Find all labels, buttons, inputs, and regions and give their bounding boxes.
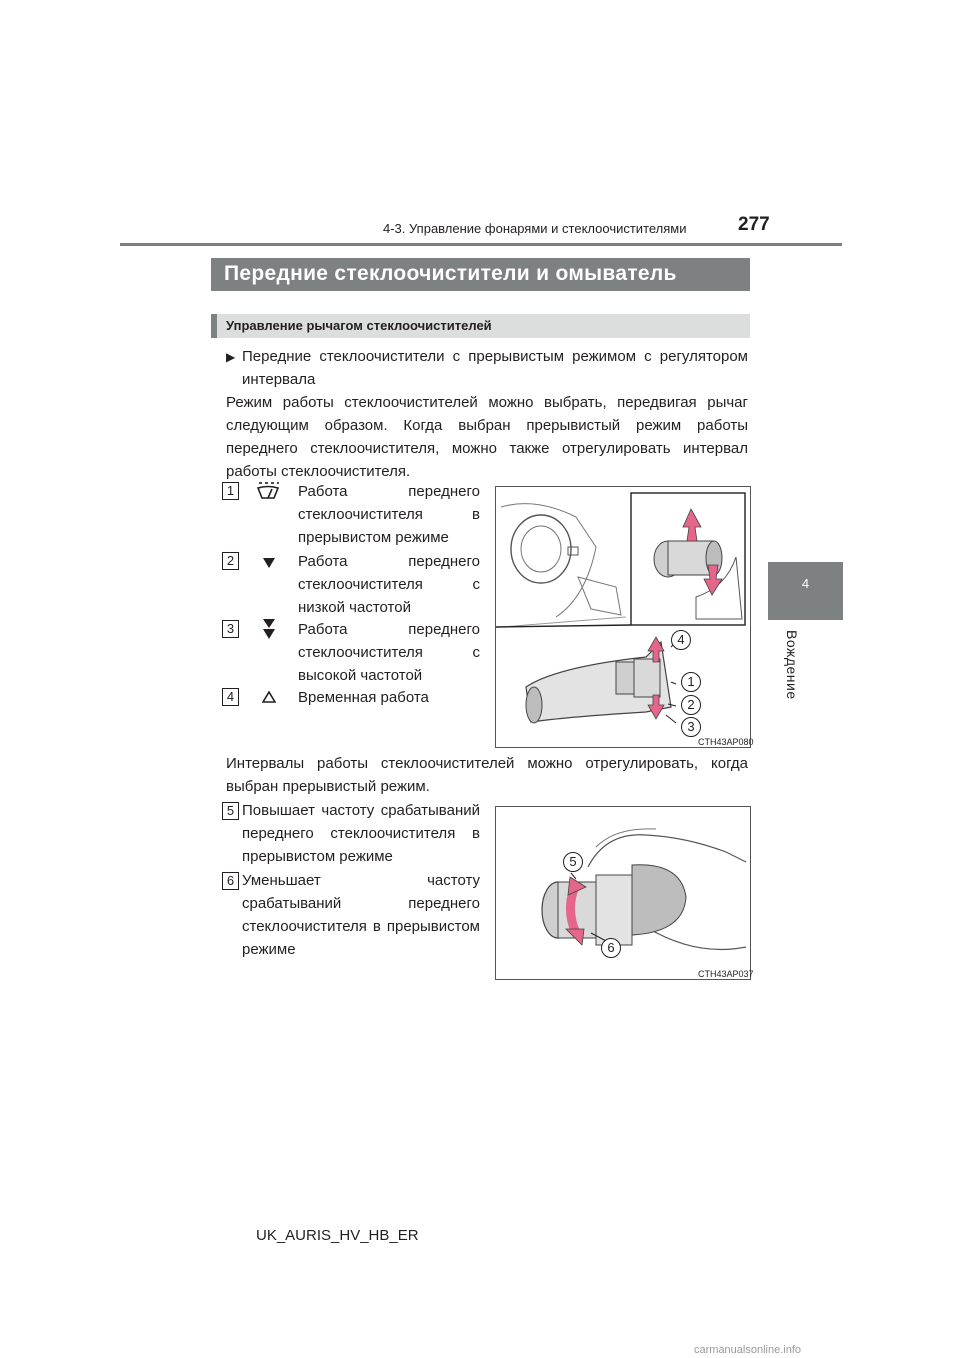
chapter-header: 4-3. Управление фонарями и стеклоочистителями [383,221,687,236]
item-text: Работа переднего стеклоочистителя с высокой частотой [298,621,480,684]
wiper-lever-figure [495,486,754,748]
item-number: 4 [222,688,239,706]
bullet-arrow-icon: ▶ [226,350,236,364]
watermark: carmanualsonline.info [694,1344,802,1356]
figure-callout: 4 [671,630,691,650]
interval-dial-figure [495,806,754,980]
document-code: UK_AURIS_HV_HB_ER [256,1227,419,1244]
item-text: Повышает частоту срабатываний переднего стеклоочистителя в прерывистом режиме [242,802,480,865]
chapter-tab-number: 4 [801,576,810,591]
subsection-accent [211,314,217,338]
figure-callout: 5 [563,852,583,872]
figure-callout: 6 [601,938,621,958]
item-number: 3 [222,620,239,638]
triangle-double-icon [262,618,276,640]
section-title: Передние стеклоочистители и омыватель [224,262,677,285]
item-text: Работа переднего стеклоочистителя в прерывистом режиме [298,483,480,546]
figure-callout: 2 [681,695,701,715]
chapter-tab-label: Вождение [784,630,800,700]
figure-code: CTH43AP037 [698,969,754,979]
triangle-outline-up-icon [262,690,276,702]
wiper-intermittent-icon [256,481,280,501]
figure-callout: 3 [681,717,701,737]
page-number: 277 [738,214,770,235]
figure-code: CTH43AP080 [698,737,754,747]
item-text: Работа переднего стеклоочистителя с низкой частотой [298,553,480,616]
chapter-side-tab [768,562,843,620]
item-text: Временная работа [298,689,429,706]
triangle-single-icon [262,556,276,568]
intro-paragraph: Режим работы стеклоочистителей можно выбрать, передвигая рычаг следующим образом. Когда выбран прерывистый режим работы переднего стеклоочистителя, можно также отрегулировать интервал работы стеклоочистителя. [226,394,748,480]
item-number: 2 [222,552,239,570]
item-number: 1 [222,482,239,500]
interval-paragraph: Интервалы работы стеклоочистителей можно отрегулировать, когда выбран прерывистый режим. [226,755,748,795]
item-number: 6 [222,872,239,890]
figure-callout: 1 [681,672,701,692]
subsection-title: Управление рычагом стеклоочистителей [226,318,492,333]
header-divider [120,243,842,246]
item-number: 5 [222,802,239,820]
bullet-text: Передние стеклоочистители с прерывистым режимом с регулятором интервала [242,348,748,388]
item-text: Уменьшает частоту срабатываний переднего стеклоочистителя в прерывистом режиме [242,872,480,958]
